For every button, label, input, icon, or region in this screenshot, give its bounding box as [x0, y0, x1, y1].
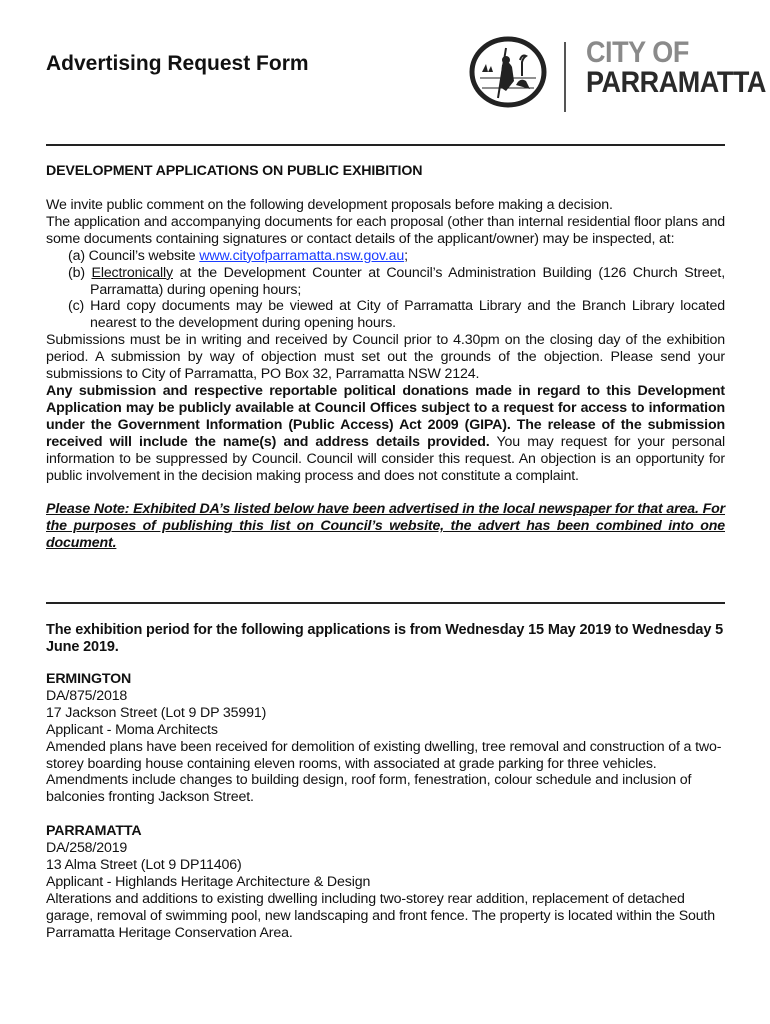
suburb-heading: PARRAMATTA — [46, 823, 142, 840]
description: Alterations and additions to existing dwelling including two-storey rear addition, replacement of detached garage, removal of swimming pool, new landscaping and front fence. The property is located within the South Parramatta Heritage Conservation Area. — [46, 890, 716, 941]
suburb-heading: ERMINGTON — [46, 671, 132, 687]
logo-text-parramatta: PARRAMATTA — [586, 66, 766, 99]
property-address: 13 Alma Street (Lot 9 DP11406) — [46, 857, 242, 874]
privacy-paragraph — [46, 383, 725, 484]
item-b-underlined: Electronically — [91, 264, 173, 281]
privacy-bold-text: Any submission and respective reportable political donations made in regard to this Development Application may be publicly available at Council Offices subject to a request for access to information under the Government Information (Public Access) Act 2009 (GIPA). The release of the submission received will include the name(s) and address details provided. — [46, 382, 725, 450]
page-title: Advertising Request Form — [46, 52, 309, 75]
city-of-parramatta-logo — [468, 30, 766, 115]
logo-text-city-of: CITY OF — [586, 36, 689, 69]
applicant: Applicant - Moma Architects — [46, 721, 218, 738]
da-number: DA/875/2018 — [46, 687, 128, 704]
inspection-item-b — [68, 265, 725, 299]
da-number: DA/258/2019 — [46, 840, 128, 857]
item-b-text: at the Development Counter at Council’s Administration Building (126 Church Street, Parramatta) during opening hours; — [90, 264, 725, 298]
exhibition-period: The exhibition period for the following applications is from Wednesday 15 May 2019 to Wednesday 5 June 2019. — [46, 622, 724, 655]
intro-section — [46, 197, 725, 552]
inspection-item-a — [68, 248, 725, 265]
privacy-text: You may request for your personal information to be suppressed by Council. Council will consider this request. An objection is an opportunity for public involvement in the decision making process and does not constitute a complaint. — [46, 433, 725, 484]
inspection-item-c: (c) Hard copy documents may be viewed at City of Parramatta Library and the Branch Library located nearest to the development during opening hours. — [68, 298, 725, 332]
divider — [46, 144, 725, 146]
application-ermington — [46, 671, 725, 806]
applicant: Applicant - Highlands Heritage Architecture & Design — [46, 873, 371, 890]
section-heading: DEVELOPMENT APPLICATIONS ON PUBLIC EXHIBITION — [46, 163, 423, 179]
property-address: 17 Jackson Street (Lot 9 DP 35991) — [46, 704, 267, 721]
application-parramatta — [46, 823, 725, 941]
please-note: Please Note: Exhibited DA’s listed below have been advertised in the local newspaper for that area. For the purposes of publishing this list on Council’s website, the advert has been combined into one document. — [46, 501, 725, 552]
applications-list — [46, 671, 725, 942]
item-a-suffix: ; — [404, 247, 408, 264]
item-b-prefix: (b) — [68, 264, 92, 281]
description: Amended plans have been received for demolition of existing dwelling, tree removal and construction of a two-storey boarding house containing eleven rooms, with associated at grade parking for three vehicles. Amendments include changes to building design, roof form, fenestration, colour schedule and inclusion of balconies fronting Jackson Street. — [46, 738, 722, 806]
intro-paragraph: We invite public comment on the following development proposals before making a decision. — [46, 197, 613, 213]
submissions-paragraph: Submissions must be in writing and received by Council prior to 4.30pm on the closing day of the exhibition period. A submission by way of objection must set out the grounds of the objection. Please send your submissions to City of Parramatta, PO Box 32, Parramatta NSW 2124. — [46, 332, 725, 383]
item-a-text: (a) Council’s website — [68, 247, 200, 264]
inspection-paragraph: The application and accompanying documents for each proposal (other than internal residential floor plans and some documents containing signatures or contact details of the applicant/owner) may be inspected, at: — [46, 213, 725, 247]
divider — [46, 602, 725, 604]
council-website-link[interactable]: www.cityofparramatta.nsw.gov.au — [199, 247, 405, 264]
